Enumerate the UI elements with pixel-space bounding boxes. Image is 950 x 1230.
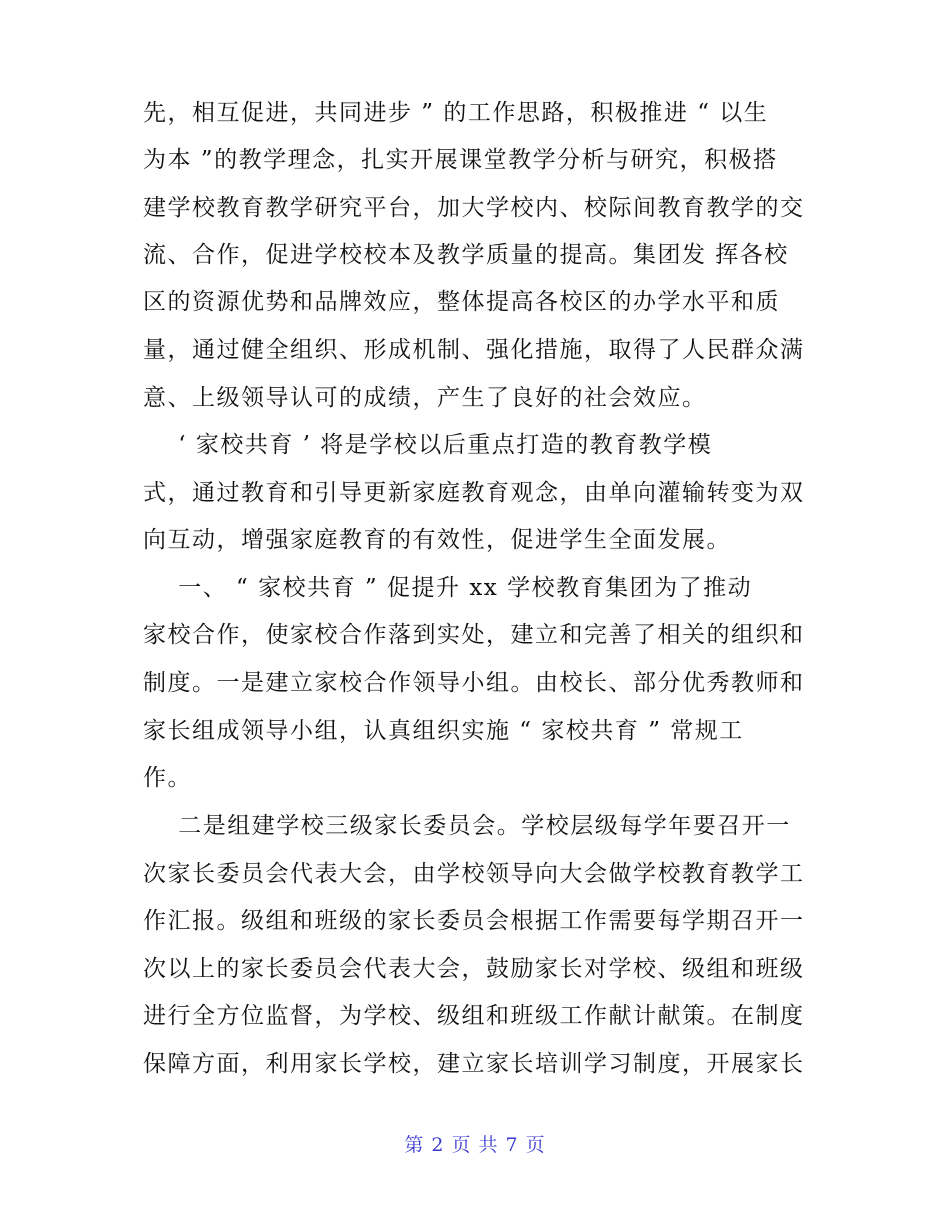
text-line: 保障方面，利用家长学校，建立家长培训学习制度，开展家长	[143, 1051, 805, 1077]
text-line: 为本 ”的教学理念，扎实开展课堂教学分析与研究，积极搭	[143, 147, 778, 173]
text-line: 作。	[143, 765, 192, 791]
text-line: 意、上级领导认可的成绩，产生了良好的社会效应。	[143, 385, 707, 411]
text-line: 作汇报。级组和班级的家长委员会根据工作需要每学期召开一	[143, 908, 805, 934]
page-number-footer: 第 2 页 共 7 页	[404, 1134, 546, 1156]
text-line: 先，相互促进，共同进步 ” 的工作思路，积极推进 “ 以生	[143, 100, 769, 126]
text-line: ‘ 家校共育 ’ 将是学校以后重点打造的教育教学模	[143, 432, 713, 458]
text-line: 向互动，增强家庭教育的有效性，促进学生全面发展。	[143, 527, 731, 553]
text-line: 制度。一是建立家校合作领导小组。由校长、部分优秀教师和	[143, 670, 805, 696]
text-line: 家长组成领导小组，认真组织实施 “ 家校共育 ” 常规工	[143, 718, 744, 744]
text-line: 一、 “ 家校共育 ” 促提升 xx 学校教育集团为了推动	[143, 575, 753, 601]
text-line: 建学校教育教学研究平台，加大学校内、校际间教育教学的交	[143, 195, 805, 221]
text-line: 次以上的家长委员会代表大会，鼓励家长对学校、级组和班级	[143, 956, 805, 982]
text-line: 区的资源优势和品牌效应，整体提高各校区的办学水平和质	[143, 289, 780, 315]
text-line: 流、合作，促进学校校本及教学质量的提高。集团发 挥各校	[143, 242, 789, 268]
text-line: 二是组建学校三级家长委员会。学校层级每学年要召开一	[143, 813, 791, 839]
text-line: 量，通过健全组织、形成机制、强化措施，取得了人民群众满	[143, 337, 805, 363]
text-line: 进行全方位监督，为学校、级组和班级工作献计献策。在制度	[143, 1003, 805, 1029]
text-line: 家校合作，使家校合作落到实处，建立和完善了相关的组织和	[143, 622, 805, 648]
text-line: 式，通过教育和引导更新家庭教育观念，由单向灌输转变为双	[143, 480, 805, 506]
text-line: 次家长委员会代表大会，由学校领导向大会做学校教育教学工	[143, 861, 805, 887]
